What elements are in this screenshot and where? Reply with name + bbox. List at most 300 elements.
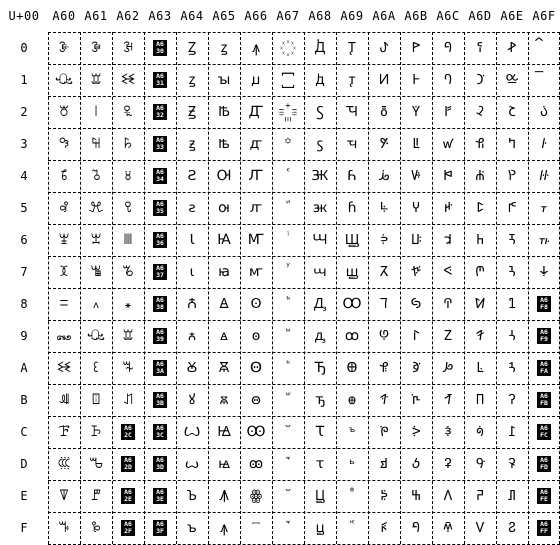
glyph-cell: ꛙ — [475, 328, 485, 344]
glyph-cell: ꛤ — [507, 168, 517, 184]
glyph-cell: ꙗ — [218, 264, 230, 280]
code-box-label: A6 2C — [121, 424, 135, 440]
column-header: A60 — [52, 9, 76, 23]
glyph-cell: ꘈ — [123, 232, 133, 248]
glyph-cell: ꛋ — [444, 392, 452, 408]
glyph-cell: ꘨ — [124, 168, 132, 184]
glyph-cell: Ꚁ — [314, 40, 326, 56]
unassigned-code-box — [144, 224, 176, 256]
glyph-cell: ꚜ — [348, 424, 356, 440]
glyph-cell: ꙮ — [249, 488, 263, 504]
glyph-cell: ꛚ — [476, 360, 484, 376]
glyph-cell: ꘑ — [122, 328, 134, 344]
glyph-cell: ꘥ — [123, 136, 133, 152]
glyph-cell: Ꙩ — [250, 296, 262, 312]
glyph-cell: ꛎ — [443, 488, 453, 504]
glyph-cell: ꙟ — [220, 520, 228, 536]
glyph-cell: ꛀ — [443, 40, 453, 56]
row-header: 2 — [20, 105, 28, 119]
unassigned-code-box — [144, 512, 176, 544]
glyph-cell: ꚻ — [411, 392, 421, 408]
glyph-cell: ꘂ — [122, 40, 134, 56]
code-box-label: A6 2F — [121, 520, 135, 536]
glyph-cell: ꛠ — [507, 40, 517, 56]
glyph-cell: ꙝ — [218, 456, 230, 472]
glyph-cell: ꘏ — [56, 328, 72, 344]
glyph-cell: Ꚙ — [342, 296, 362, 312]
glyph-cell: Ꚛ — [346, 360, 358, 376]
glyph-cell — [336, 512, 368, 544]
glyph-cell: ꚩ — [378, 328, 390, 344]
glyph-cell: ꚹ — [412, 328, 420, 344]
unassigned-code-box — [112, 512, 144, 544]
glyph-cell: ꙾ — [283, 488, 293, 504]
glyph-cell: ꚿ — [411, 520, 421, 536]
unassigned-code-box — [112, 416, 144, 448]
glyph-cell: ꚴ — [411, 168, 421, 184]
glyph-cell: Ꙟ — [219, 488, 229, 504]
glyph-cell: ꚫ — [379, 392, 389, 408]
glyph-cell: ꘓ — [92, 360, 100, 376]
column-header: A65 — [212, 9, 236, 23]
glyph-cell: ꘆ — [58, 232, 70, 248]
glyph-cell: ꛩ — [508, 328, 516, 344]
column-header: A6C — [436, 9, 460, 23]
glyph-cell — [272, 256, 304, 288]
glyph-cell: Ꚉ — [314, 296, 326, 312]
glyph-cell: Ꙅ — [187, 168, 197, 184]
glyph-cell: ꙃ — [188, 136, 196, 152]
glyph-cell: Ꚓ — [346, 104, 358, 120]
glyph-cell: ꛟ — [475, 520, 485, 536]
unassigned-code-box — [144, 128, 176, 160]
code-box-label: A6 34 — [153, 168, 167, 184]
glyph-cell: ꙏ — [187, 520, 197, 536]
glyph-cell: Ꙏ — [187, 488, 197, 504]
glyph-cell: ꛞ — [475, 488, 485, 504]
glyph-cell: ꛂ — [444, 104, 452, 120]
glyph-cell: ꚇ — [313, 264, 327, 280]
glyph-cell: ꘣ — [58, 136, 70, 152]
glyph-cell: ꛧ — [508, 264, 516, 280]
glyph-cell: ꙉ — [187, 328, 197, 344]
glyph-cell: ꛶ — [538, 232, 550, 248]
glyph-cell: ꘒ — [56, 360, 72, 376]
column-header: A61 — [84, 9, 108, 23]
column-header: A6E — [500, 9, 524, 23]
glyph-cell: ꛖ — [475, 232, 485, 248]
unassigned-code-box — [144, 32, 176, 64]
glyph-cell — [272, 448, 304, 480]
glyph-cell: Ꙙ — [219, 296, 229, 312]
code-box-label: A6 FE — [537, 488, 551, 504]
glyph-cell: ꘇ — [90, 232, 102, 248]
glyph-cell: ꛗ — [474, 264, 486, 280]
glyph-cell: ꚾ — [410, 488, 422, 504]
glyph-cell: ꘙ — [90, 424, 102, 440]
code-box-label: A6 3E — [153, 488, 167, 504]
glyph-cell: Ꙗ — [217, 232, 231, 248]
glyph-cell: ꛑ — [475, 72, 485, 88]
glyph-cell: ꙭ — [248, 456, 264, 472]
code-box-label: A6 39 — [153, 328, 167, 344]
code-box-label: A6 37 — [153, 264, 167, 280]
glyph-cell: ꘜ — [58, 488, 70, 504]
glyph-cell: ꘝ — [90, 488, 102, 504]
glyph-cell: ꙑ — [217, 72, 231, 88]
glyph-cell: ꙓ — [218, 136, 230, 152]
code-box-label: A6 2E — [121, 488, 135, 504]
glyph-cell: ꚠ — [379, 40, 389, 56]
code-box-label: A6 FB — [537, 392, 551, 408]
glyph-cell: ꛢ — [508, 104, 516, 120]
glyph-cell: ꘞ — [58, 520, 70, 536]
code-box-label: A6 FC — [537, 424, 551, 440]
unassigned-code-box — [144, 416, 176, 448]
glyph-cell: ꚮ — [380, 488, 388, 504]
glyph-cell — [272, 192, 304, 224]
unassigned-code-box — [144, 192, 176, 224]
row-header: 7 — [20, 265, 28, 279]
code-box-label: A6 33 — [153, 136, 167, 152]
glyph-cell: ꚲ — [412, 104, 420, 120]
column-header: A68 — [308, 9, 332, 23]
row-header: B — [20, 393, 28, 407]
column-header: A62 — [116, 9, 140, 23]
code-box-label: A6 2D — [121, 456, 135, 472]
glyph-cell: ꘐ — [54, 72, 74, 88]
glyph-cell: Ꙫ — [250, 360, 262, 376]
glyph-cell: ꛷ — [539, 264, 549, 280]
glyph-cell: ꙛ — [219, 392, 229, 408]
glyph-cell: ꛝ — [475, 456, 485, 472]
glyph-cell: ꚍ — [315, 456, 325, 472]
code-box-label: A6 FD — [537, 456, 551, 472]
glyph-cell: ꚛ — [347, 392, 357, 408]
glyph-cell: ꛳ — [541, 136, 547, 152]
glyph-cell: ꚸ — [410, 296, 422, 312]
glyph-cell: ꛴ — [539, 168, 549, 184]
glyph-cell: ꛡ — [505, 72, 519, 88]
unassigned-code-box — [144, 256, 176, 288]
glyph-cell: ꘤ — [91, 136, 101, 152]
glyph-cell: Ꚋ — [314, 360, 326, 376]
glyph-cell: ꛪ — [508, 360, 516, 376]
glyph-cell: ꛍ — [444, 456, 452, 472]
unassigned-code-box — [528, 352, 560, 384]
unassigned-code-box — [528, 448, 560, 480]
code-box-label: A6 F9 — [537, 328, 551, 344]
glyph-cell: ꘧ — [91, 168, 101, 184]
glyph-cell: ꛊ — [442, 360, 454, 376]
glyph-cell: ꚋ — [315, 392, 325, 408]
code-box-label: A6 3C — [153, 424, 167, 440]
glyph-cell: Ꙛ — [218, 360, 230, 376]
glyph-cell — [272, 160, 304, 192]
row-header: F — [20, 521, 28, 535]
glyph-cell — [272, 416, 304, 448]
unassigned-code-box — [144, 320, 176, 352]
glyph-cell: ꘒ — [120, 72, 136, 88]
glyph-cell: ꚑ — [348, 72, 356, 88]
corner-label: U+00 — [8, 9, 40, 23]
glyph-cell — [336, 480, 368, 512]
glyph-cell: ꘁ — [90, 40, 102, 56]
glyph-cell: ꚨ — [380, 296, 388, 312]
glyph-cell: ꚺ — [411, 360, 421, 376]
code-box-label: A6 3F — [153, 520, 167, 536]
glyph-cell — [528, 32, 560, 64]
glyph-cell: Ꚏ — [314, 488, 326, 504]
code-box-label: A6 3A — [153, 360, 167, 376]
row-header: 9 — [20, 329, 28, 343]
glyph-cell: ꛥ — [507, 200, 517, 216]
glyph-cell: ꚼ — [411, 424, 421, 440]
glyph-cell: Ꙃ — [187, 104, 197, 120]
glyph-cell: ꚅ — [313, 200, 327, 216]
glyph-cell: ꚃ — [316, 136, 324, 152]
glyph-cell: ꚡ — [378, 72, 390, 88]
row-header: 6 — [20, 233, 28, 247]
unassigned-code-box — [144, 352, 176, 384]
glyph-cell: ꙧ — [248, 264, 264, 280]
glyph-cell: ꛨ — [508, 296, 516, 312]
glyph-cell: Ꚍ — [315, 424, 325, 440]
row-header: 3 — [20, 137, 28, 151]
glyph-cell: ꛮ — [507, 488, 517, 504]
glyph-cell: ꘡ — [94, 104, 98, 120]
unassigned-code-box — [144, 384, 176, 416]
glyph-cell: ꛁ — [443, 72, 453, 88]
glyph-cell: Ꚃ — [316, 104, 324, 120]
glyph-cell: ꚥ — [379, 200, 389, 216]
glyph-cell: Ꙍ — [183, 424, 201, 440]
glyph-cell: Ꙋ — [186, 360, 198, 376]
glyph-cell: ꛆ — [444, 232, 452, 248]
column-header: A69 — [340, 9, 364, 23]
glyph-cell: ꚰ — [411, 40, 421, 56]
glyph-cell: ꚽ — [411, 456, 421, 472]
glyph-cell: ꙋ — [188, 392, 196, 408]
glyph-cell: ꛏ — [443, 520, 453, 536]
glyph-cell: ꚦ — [379, 232, 389, 248]
glyph-cell: ꙕ — [218, 200, 230, 216]
glyph-cell: ꚤ — [379, 168, 389, 184]
glyph-cell: ꛌ — [444, 424, 452, 440]
glyph-cell: ꚳ — [412, 136, 420, 152]
glyph-cell — [272, 96, 304, 128]
unassigned-code-box — [528, 480, 560, 512]
code-box-label: A6 35 — [153, 200, 167, 216]
glyph-cell: ꘎ — [124, 296, 132, 312]
glyph-cell: Ꚇ — [312, 232, 328, 248]
glyph-cell: ꘗ — [122, 392, 134, 408]
glyph-cell: Ꙉ — [186, 296, 198, 312]
glyph-cell: ꚯ — [379, 520, 389, 536]
glyph-cell: ꛜ — [475, 424, 485, 440]
unassigned-code-box — [144, 448, 176, 480]
glyph-cell: ꚝ — [349, 456, 355, 472]
glyph-cell: Ꚕ — [347, 168, 357, 184]
glyph-cell: ꘠ — [59, 104, 69, 120]
glyph-cell: ꚪ — [379, 360, 389, 376]
code-box-label: A6 36 — [153, 232, 167, 248]
glyph-cell: ꛲ — [539, 104, 549, 120]
glyph-cell: ꘕ — [58, 392, 70, 408]
glyph-cell: ꛄ — [443, 168, 453, 184]
unassigned-code-box — [144, 96, 176, 128]
row-header: D — [20, 457, 28, 471]
glyph-cell: Ꙭ — [246, 424, 266, 440]
glyph-cell: ꙁ — [188, 72, 196, 88]
glyph-cell: ꙟ — [252, 40, 260, 56]
glyph-cell: ꛭ — [508, 456, 516, 472]
glyph-cell: ꙁ — [220, 40, 228, 56]
row-header: 5 — [20, 201, 28, 215]
glyph-cell: ꚗ — [345, 264, 359, 280]
row-header: 0 — [20, 41, 28, 55]
glyph-cell — [528, 64, 560, 96]
glyph-cell: ꘪ — [87, 200, 104, 216]
glyph-cell: ꙣ — [249, 136, 263, 152]
row-header: C — [20, 425, 28, 439]
glyph-cell: ꘑ — [90, 72, 102, 88]
glyph-cell: ꚶ — [410, 232, 422, 248]
glyph-cell — [272, 64, 304, 96]
unassigned-code-box — [144, 160, 176, 192]
glyph-cell: ꚓ — [346, 136, 358, 152]
glyph-cell: ꘩ — [58, 200, 69, 216]
glyph-cell — [272, 352, 304, 384]
glyph-cell: ꘦ — [60, 168, 68, 184]
glyph-cell: Ꙝ — [217, 424, 231, 440]
glyph-cell: Ꙁ — [187, 40, 197, 56]
column-header: A66 — [244, 9, 268, 23]
glyph-cell — [272, 288, 304, 320]
glyph-cell: Ꙧ — [247, 232, 265, 248]
code-box-label: A6 FA — [537, 360, 551, 376]
unassigned-code-box — [144, 64, 176, 96]
glyph-cell: ꘟ — [90, 520, 101, 536]
glyph-cell: ꙡ — [251, 72, 261, 88]
unassigned-code-box — [144, 288, 176, 320]
glyph-cell: ꛦ — [508, 232, 516, 248]
glyph-cell: ꘢ — [123, 104, 133, 120]
code-box-label: A6 38 — [153, 296, 167, 312]
glyph-cell: ꙥ — [249, 200, 263, 216]
code-box-label: A6 31 — [153, 72, 167, 88]
glyph-cell — [272, 384, 304, 416]
glyph-cell: ꛬ — [508, 424, 516, 440]
code-box-label: A6 32 — [153, 104, 167, 120]
glyph-cell: ꘫ — [124, 200, 132, 216]
column-header: A6A — [372, 9, 396, 23]
glyph-cell: ꘌ — [59, 296, 69, 312]
glyph-cell: Ꚅ — [311, 168, 329, 184]
glyph-cell: Ꚗ — [344, 232, 360, 248]
glyph-cell: ꚙ — [344, 328, 360, 344]
column-header: A64 — [180, 9, 204, 23]
unassigned-code-box — [528, 320, 560, 352]
glyph-cell — [272, 32, 304, 64]
glyph-cell: ꚧ — [379, 264, 389, 280]
glyph-cell: ꛣ — [507, 136, 517, 152]
glyph-cell: ꚵ — [411, 200, 421, 216]
row-header: A — [20, 361, 28, 375]
glyph-cell: Ꚑ — [348, 40, 356, 56]
glyph-cell: Ꙥ — [248, 168, 264, 184]
glyph-cell: ꚱ — [412, 72, 420, 88]
glyph-cell — [272, 320, 304, 352]
unassigned-code-box — [528, 384, 560, 416]
glyph-cell: ꚏ — [315, 520, 325, 536]
row-header: 1 — [20, 73, 28, 87]
code-box-label: A6 FF — [537, 520, 551, 536]
unassigned-code-box — [112, 448, 144, 480]
code-box-label: A6 F8 — [537, 296, 551, 312]
code-box-label: A6 3D — [153, 456, 167, 472]
glyph-cell: ꘖ — [91, 392, 101, 408]
glyph-cell: ꚷ — [410, 264, 422, 280]
unassigned-code-box — [528, 416, 560, 448]
glyph-cell: ꛯ — [508, 520, 516, 536]
glyph-cell: ꘊ — [90, 264, 102, 280]
glyph-cell: ꚭ — [379, 456, 388, 472]
glyph-cell — [272, 224, 304, 256]
row-header: 4 — [20, 169, 28, 183]
glyph-cell: ꘔ — [122, 360, 134, 376]
glyph-cell: ꘚ — [57, 456, 71, 472]
glyph-cell: ꙩ — [251, 328, 261, 344]
glyph-cell: ꚬ — [379, 424, 389, 440]
code-box-label: A6 3B — [153, 392, 167, 408]
column-header: A6F — [532, 9, 556, 23]
row-header: E — [20, 489, 28, 503]
column-header: A6D — [468, 9, 492, 23]
unassigned-code-box — [528, 288, 560, 320]
column-header: A6B — [404, 9, 428, 23]
glyph-cell: ꛉ — [443, 328, 452, 344]
glyph-cell: Ꙇ — [189, 232, 195, 248]
glyph-cell: ꚁ — [315, 72, 325, 88]
glyph-cell: ꘉ — [59, 264, 69, 280]
glyph-cell: ꛇ — [443, 264, 453, 280]
unassigned-code-box — [144, 480, 176, 512]
glyph-cell: ꛔ — [475, 168, 485, 184]
unassigned-code-box — [528, 512, 560, 544]
glyph-cell: ꛛ — [475, 392, 485, 408]
glyph-cell: ꚕ — [347, 200, 357, 216]
glyph-cell: ꛅ — [443, 200, 453, 216]
glyph-cell: ꛵ — [540, 200, 548, 216]
glyph-cell: ꘋ — [122, 264, 134, 280]
glyph-cell: ꙅ — [188, 200, 196, 216]
glyph-cell: ꚉ — [314, 328, 326, 344]
glyph-cell: Ꙕ — [216, 168, 232, 184]
glyph-cell: ꙇ — [189, 264, 195, 280]
glyph-cell: ꙫ — [251, 392, 261, 408]
unassigned-code-box — [112, 480, 144, 512]
glyph-cell: ꘀ — [58, 40, 70, 56]
code-box-label: A6 30 — [153, 40, 167, 56]
column-header: A67 — [276, 9, 300, 23]
glyph-cell: ꙙ — [220, 328, 228, 344]
glyph-cell: ꘛ — [88, 456, 104, 472]
glyph-cell: ꙍ — [184, 456, 200, 472]
glyph-cell: ꘍ — [92, 296, 100, 312]
glyph-cell: ꛓ — [475, 136, 485, 152]
glyph-cell: ꛈ — [443, 296, 453, 312]
